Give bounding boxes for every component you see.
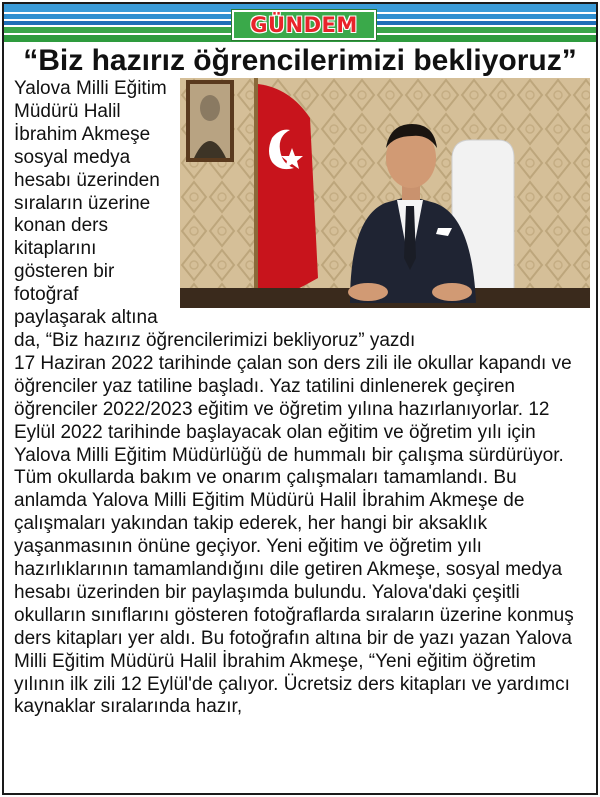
section-label: GÜNDEM [250,13,358,37]
article-photo [180,78,590,308]
section-label-box [232,10,376,40]
article-body [14,78,590,719]
headline: “Biz hazırız öğrencilerimizi bekliyoruz” [23,44,577,77]
news-article-frame [2,2,598,795]
article-main-text: 17 Haziran 2022 tarihinde çalan son ders zili ile okullar kapandı ve öğrenciler yaz tatiline başladı. Yaz tatilini dinlenerek geçiren öğrenciler 2022/2023 eğitim ve öğretim yılına hazırlanıyorlar. 12 Eylül 2022 tarihinde başlayacak olan eğitim ve öğretim yılı için Yalova Milli Eğitim Müdürlüğü de hummalı bir çalışma sürdürüyor. Tüm okullarda bakım ve onarım çalışmaları tamamlandı. Bu anlamda Yalova Milli Eğitim Müdürü Halil İbrahim Akmeşe de çalışmaları yakından takip ederek, her hangi bir aksaklık yaşanmasının önüne geçiyor. Yeni eğitim ve öğretim yılı hazırlıklarının tamamlandığını dile getiren Akmeşe, sosyal medya hesabı üzerinden bir paylaşımda bulundu. Yalova'daki çeşitli okulların sınıflarını gösteren fotoğraflarda sıraların üzerine konmuş ders kitapları yer aldı. Bu fotoğrafın altına bir de yazı yazan Yalova Milli Eğitim Müdürü Halil İbrahim Akmeşe, “Yeni eğitim öğretim yılının ilk zili 12 Eylül'de çalıyor. Ücretsiz ders kitapları ve yardımcı kaynaklar sıralarında hazır, [14,352,574,718]
article-lead: Yalova Milli Eğitim Müdürü Halil İbrahim Akmeşe sosyal medya hesabı üzerinden sıraların üzerine konan ders kitaplarını gösteren bir fotoğraf paylaşarak altına da, “Biz hazırız öğrencilerimizi bekliyoruz” yazdı [14,78,416,351]
office-portrait-photo [180,78,590,308]
